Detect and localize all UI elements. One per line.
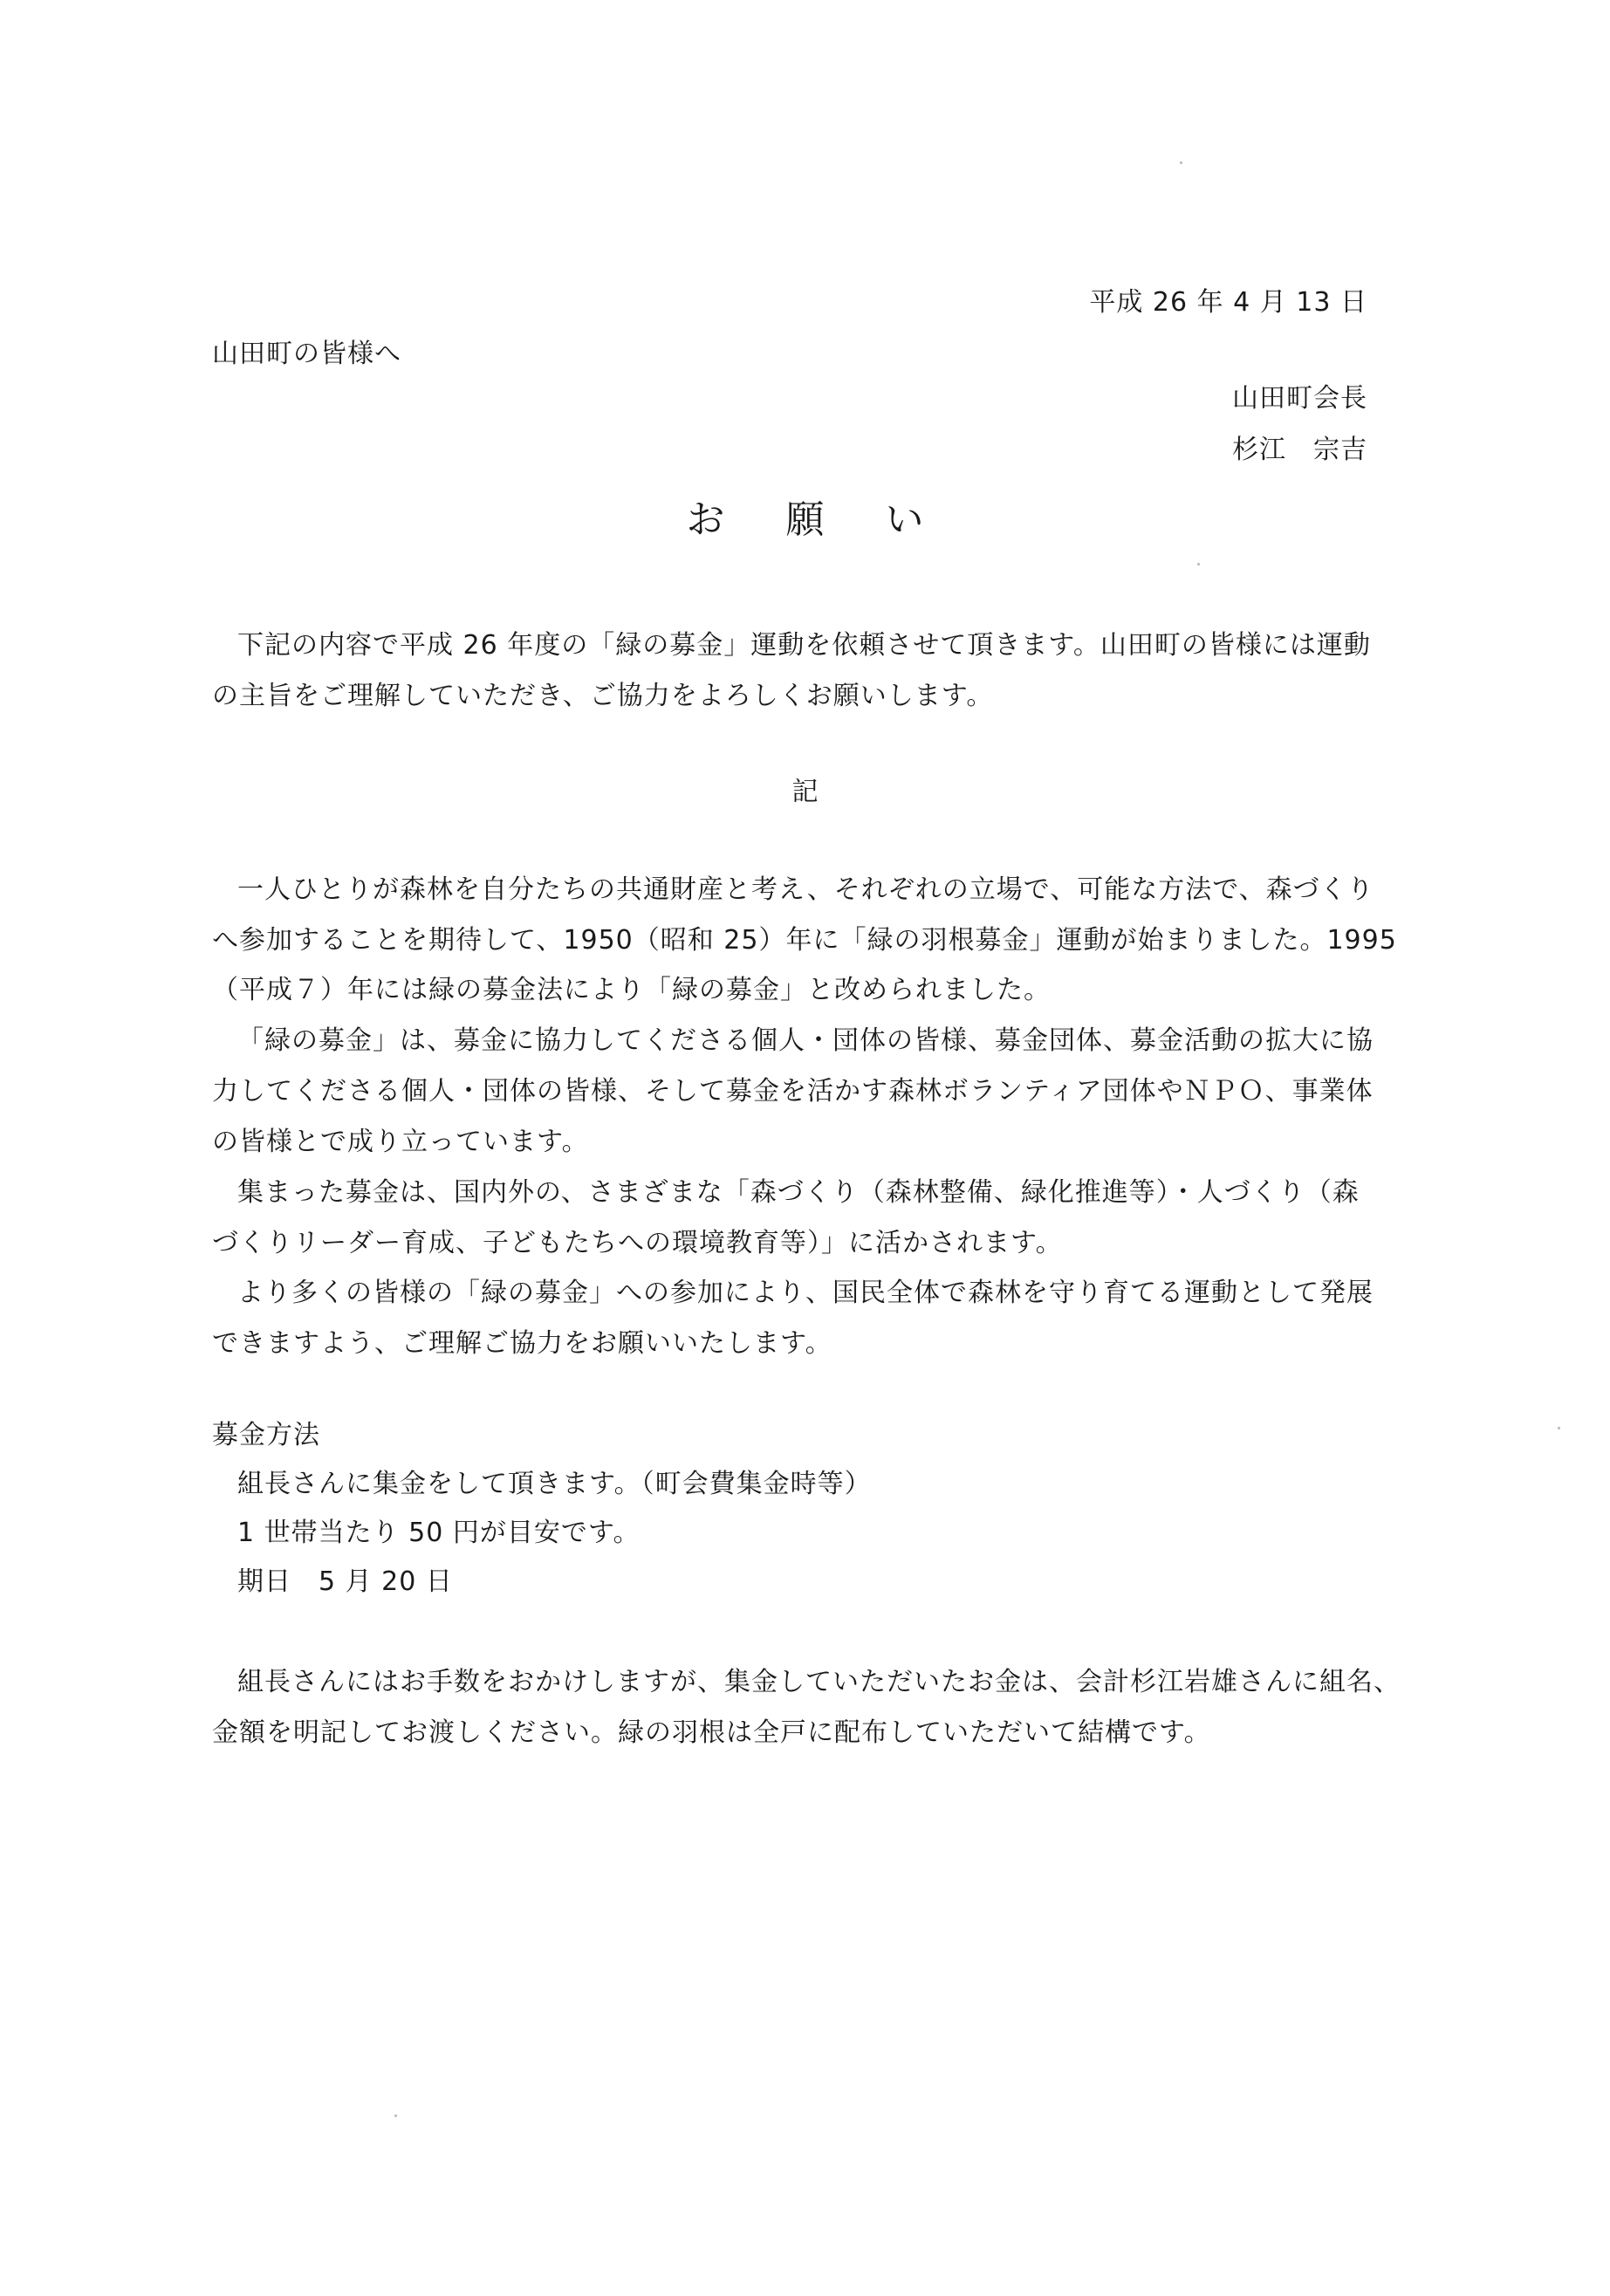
closing-line-1: 組長さんにはお手数をおかけしますが、集金していただいたお金は、会計杉江岩雄さんに組名、 bbox=[237, 1667, 1401, 1697]
sender-title: 山田町会長 bbox=[1232, 383, 1367, 414]
method-item-1: 組長さんに集金をして頂きます。（町会費集金時等） bbox=[237, 1469, 872, 1499]
body-line-4: 「緑の募金」は、募金に協力してくださる個人・団体の皆様、募金団体、募金活動の拡大に協 bbox=[237, 1025, 1374, 1056]
letter-date: 平成 26 年 4 月 13 日 bbox=[1089, 287, 1367, 318]
body-line-1: 一人ひとりが森林を自分たちの共通財産と考え、それぞれの立場で、可能な方法で、森づくり bbox=[237, 874, 1374, 905]
closing-line-2: 金額を明記してお渡しください。緑の羽根は全戸に配布していただいて結構です。 bbox=[212, 1717, 1211, 1748]
body-line-9: より多くの皆様の「緑の募金」への参加により、国民全体で森林を守り育てる運動として発展 bbox=[237, 1278, 1374, 1308]
intro-line-1: 下記の内容で平成 26 年度の「緑の募金」運動を依頼させて頂きます。山田町の皆様には運動 bbox=[237, 630, 1371, 661]
body-line-2: へ参加することを期待して、1950（昭和 25）年に「緑の羽根募金」運動が始まりました。1995 bbox=[212, 925, 1397, 956]
method-item-2: 1 世帯当たり 50 円が目安です。 bbox=[237, 1518, 641, 1548]
letter-title: お願い bbox=[686, 497, 985, 542]
scan-speck bbox=[394, 2114, 397, 2117]
scan-speck bbox=[1558, 1427, 1560, 1429]
body-line-3: （平成７）年には緑の募金法により「緑の募金」と改められました。 bbox=[212, 975, 1051, 1005]
ki-marker: 記 bbox=[791, 777, 819, 807]
sender-name: 杉江 宗吉 bbox=[1232, 435, 1367, 465]
body-line-7: 集まった募金は、国内外の、さまざまな「森づくり（森林整備、緑化推進等）・人づくり（森 bbox=[237, 1177, 1360, 1208]
scan-speck bbox=[1197, 563, 1200, 565]
scan-speck bbox=[1180, 161, 1182, 164]
method-item-3: 期日 5 月 20 日 bbox=[237, 1566, 453, 1597]
intro-line-2: の主旨をご理解していただき、ご協力をよろしくお願いします。 bbox=[212, 681, 994, 711]
body-line-5: 力してくださる個人・団体の皆様、そして募金を活かす森林ボランティア団体やＮＰＯ、事業体 bbox=[212, 1076, 1374, 1107]
method-heading: 募金方法 bbox=[212, 1420, 320, 1450]
body-line-8: づくりリーダー育成、子どもたちへの環境教育等）」に活かされます。 bbox=[212, 1228, 1063, 1258]
letter-recipient: 山田町の皆様へ bbox=[212, 339, 401, 369]
body-line-10: できますよう、ご理解ご協力をお願いいたします。 bbox=[212, 1328, 832, 1359]
body-line-6: の皆様とで成り立っています。 bbox=[212, 1127, 589, 1157]
